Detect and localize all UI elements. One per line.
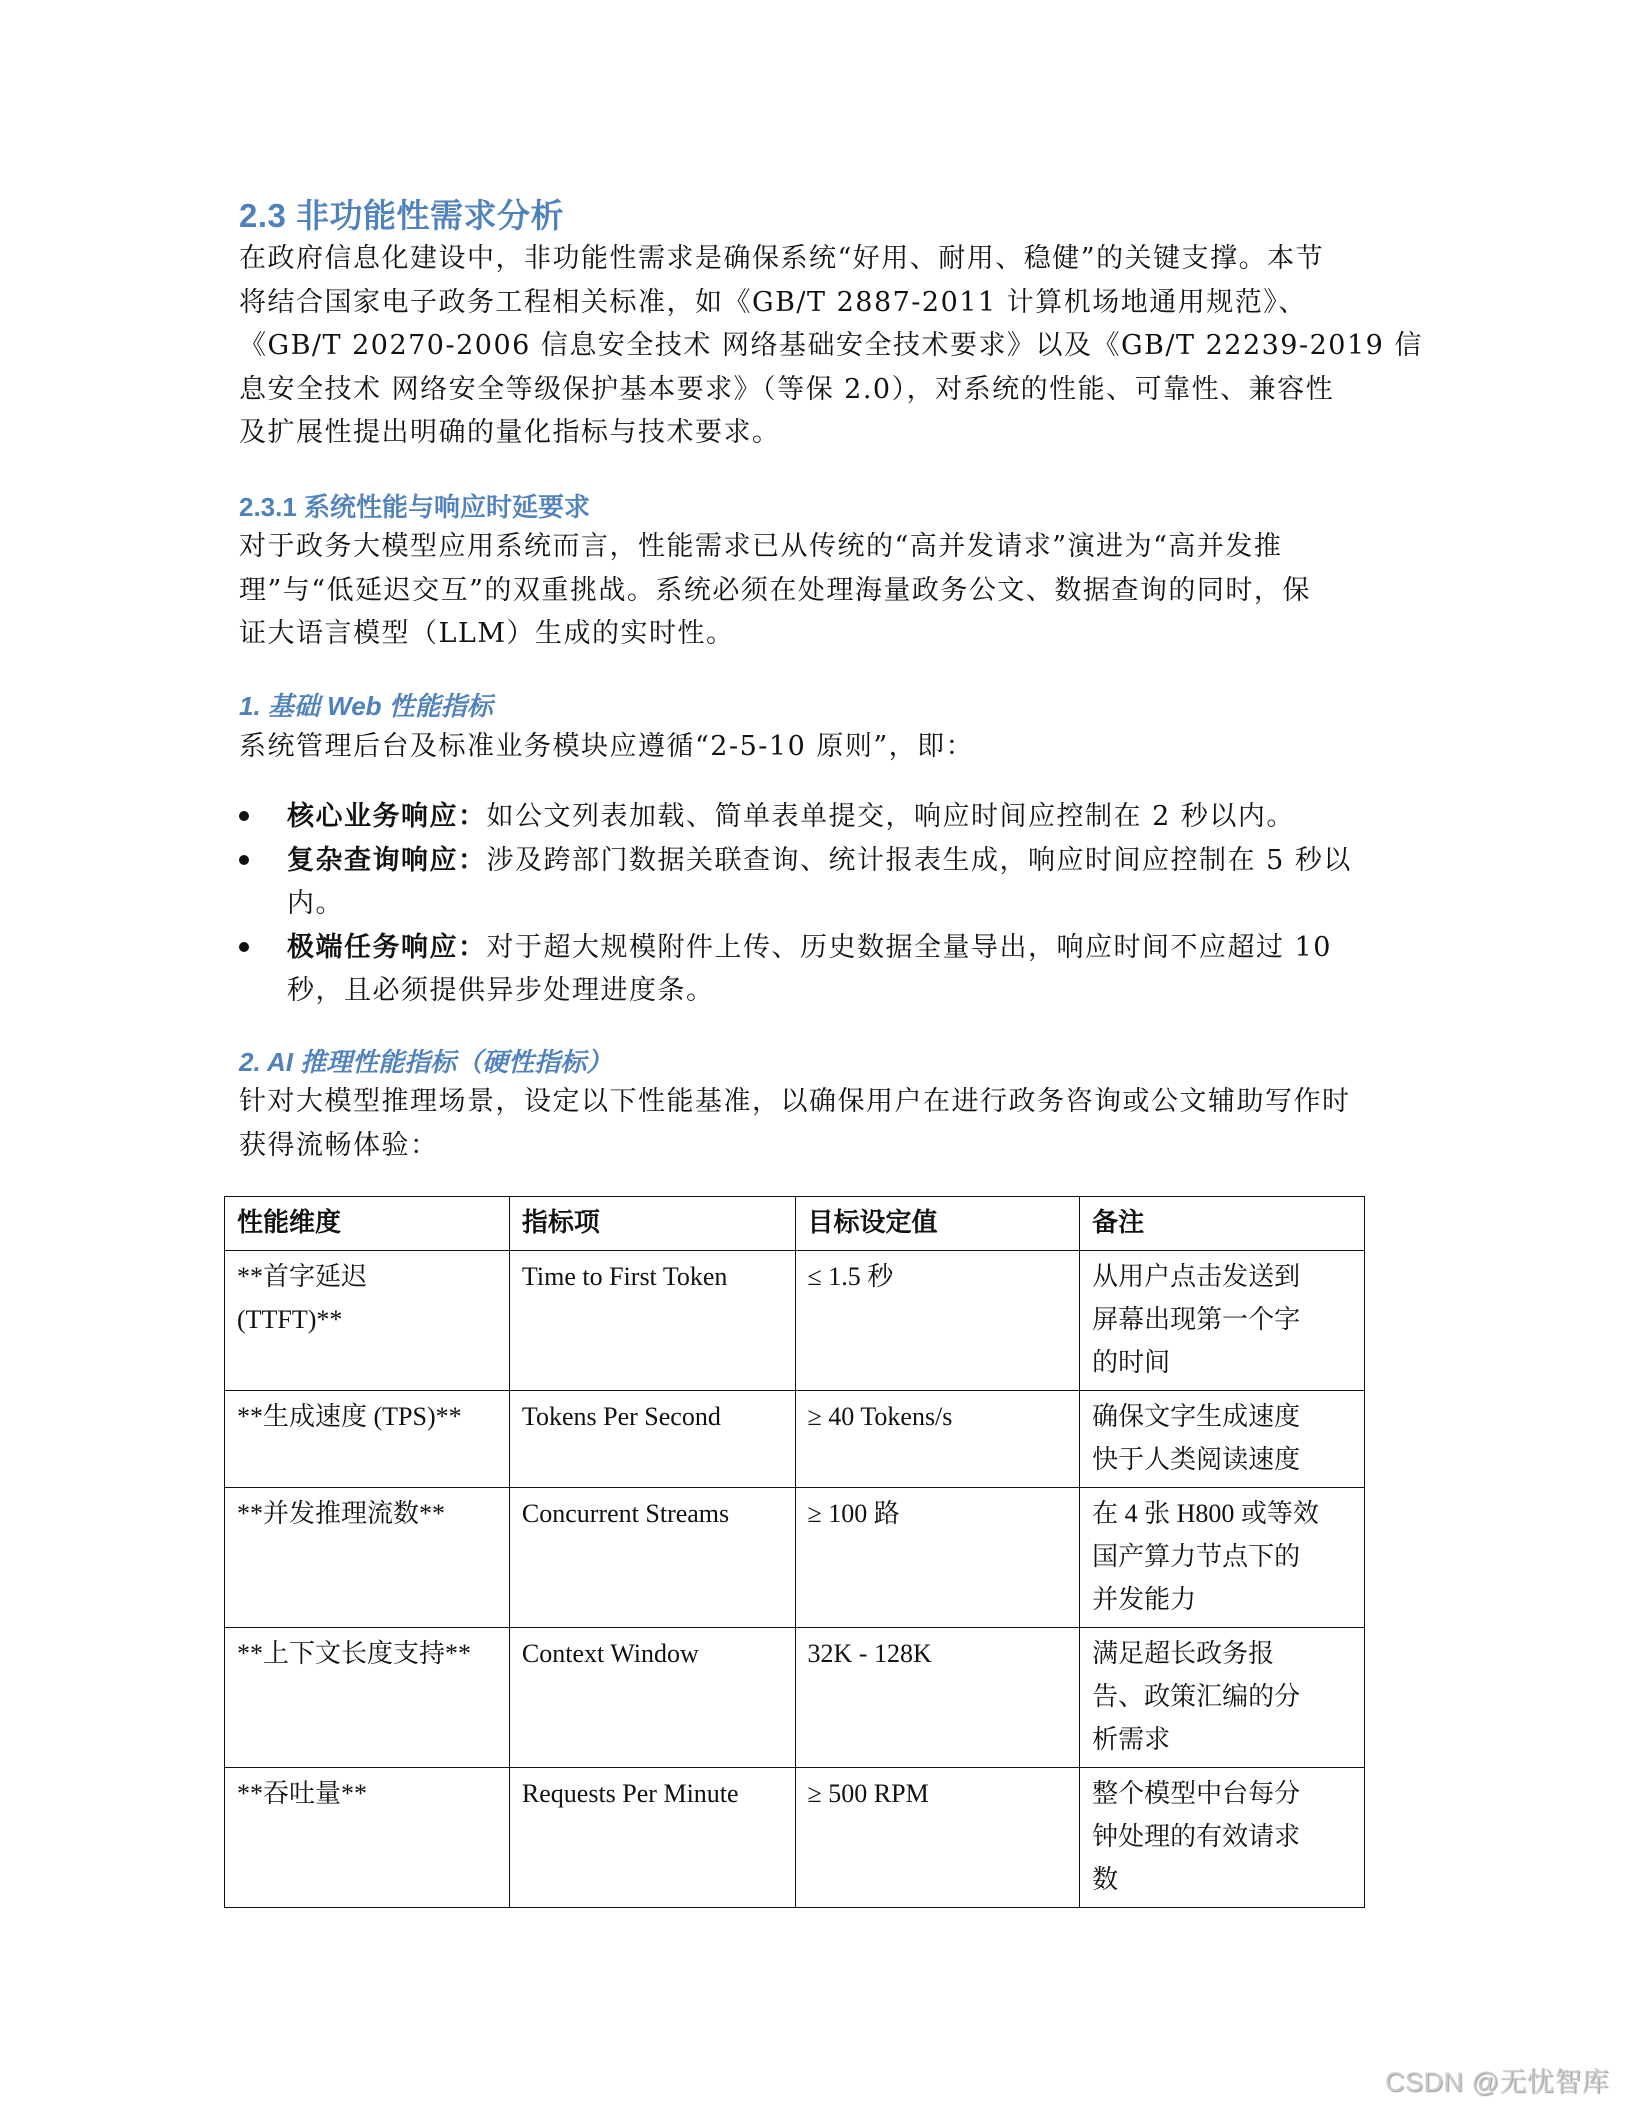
cell-dimension bbox=[225, 1251, 510, 1391]
text-line: 理”与“低延迟交互”的双重挑战。系统必须在处理海量政务公文、数据查询的同时，保 bbox=[239, 574, 1311, 606]
item-text: 对于超大规模附件上传、历史数据全量导出，响应时间不应超过 10 bbox=[486, 931, 1332, 963]
cell-note bbox=[1080, 1251, 1365, 1391]
table-row bbox=[225, 1251, 1365, 1391]
watermark: CSDN @无忧智库 bbox=[1385, 2067, 1610, 2097]
table-row bbox=[225, 1488, 1365, 1628]
cell-text: 确保文字生成速度 bbox=[1092, 1402, 1301, 1431]
cell-target: ≤ 1.5 秒 bbox=[795, 1251, 1080, 1391]
cell-text: 快于人类阅读速度 bbox=[1092, 1445, 1301, 1474]
cell-metric: Tokens Per Second bbox=[509, 1391, 795, 1488]
cell-note bbox=[1080, 1391, 1365, 1488]
item-label: 核心业务响应： bbox=[287, 801, 487, 832]
text-line: 在政府信息化建设中，非功能性需求是确保系统“好用、耐用、稳健”的关键支撑。本节 bbox=[239, 243, 1325, 274]
table-row bbox=[225, 1628, 1365, 1768]
cell-metric: Context Window bbox=[509, 1628, 795, 1768]
cell-text: 屏幕出现第一个字 bbox=[1092, 1305, 1301, 1334]
table-header-row bbox=[225, 1197, 1365, 1251]
cell-note bbox=[1080, 1768, 1365, 1908]
cell-text: **吞吐量** bbox=[237, 1779, 368, 1808]
table-row bbox=[225, 1768, 1365, 1908]
table-row bbox=[225, 1391, 1365, 1488]
section-heading: 2.3 非功能性需求分析 bbox=[239, 197, 565, 234]
cell-text: 告、政策汇编的分 bbox=[1092, 1682, 1301, 1711]
cell-metric: Concurrent Streams bbox=[509, 1488, 795, 1628]
cell-text: 整个模型中台每分 bbox=[1092, 1779, 1301, 1808]
column-header-dimension: 性能维度 bbox=[225, 1197, 510, 1251]
item-text: 秒，且必须提供异步处理进度条。 bbox=[287, 975, 715, 1006]
cell-dimension bbox=[225, 1768, 510, 1908]
cell-text: 的时间 bbox=[1092, 1348, 1171, 1377]
cell-text: 国产算力节点下的 bbox=[1092, 1542, 1301, 1571]
bullet-icon bbox=[239, 855, 249, 865]
text-line: 证大语言模型（LLM）生成的实时性。 bbox=[239, 618, 735, 649]
column-header-metric: 指标项 bbox=[509, 1197, 795, 1251]
cell-target: 32K - 128K bbox=[795, 1628, 1080, 1768]
text-line: 系统管理后台及标准业务模块应遵循“2-5-10 原则”，即： bbox=[239, 731, 975, 762]
cell-target: ≥ 100 路 bbox=[795, 1488, 1080, 1628]
bullet-icon bbox=[239, 942, 249, 952]
item-text: 内。 bbox=[287, 888, 344, 919]
cell-note bbox=[1080, 1488, 1365, 1628]
cell-target: ≥ 500 RPM bbox=[795, 1768, 1080, 1908]
cell-text: **并发推理流数** bbox=[237, 1499, 446, 1528]
section-intro-paragraph bbox=[239, 237, 1423, 455]
item-label: 极端任务响应： bbox=[287, 931, 487, 963]
text-line: 《GB/T 20270-2006 信息安全技术 网络基础安全技术要求》以及《GB/T 22239-2019 信 bbox=[239, 330, 1423, 361]
item-text: 如公文列表加载、简单表单提交，响应时间应控制在 2 秒以内。 bbox=[486, 801, 1295, 832]
cell-dimension bbox=[225, 1391, 510, 1488]
cell-dimension bbox=[225, 1628, 510, 1768]
cell-text: **生成速度 (TPS)** bbox=[237, 1402, 462, 1431]
cell-text: (TTFT)** bbox=[237, 1305, 343, 1334]
ai-metrics-intro bbox=[239, 1080, 1379, 1167]
web-metrics-list bbox=[239, 795, 1379, 1013]
text-line: 获得流畅体验： bbox=[239, 1129, 439, 1161]
text-line: 及扩展性提出明确的量化指标与技术要求。 bbox=[239, 417, 781, 448]
column-header-note: 备注 bbox=[1080, 1197, 1365, 1251]
cell-text: 从用户点击发送到 bbox=[1092, 1262, 1301, 1291]
text-line: 将结合国家电子政务工程相关标准，如《GB/T 2887-2011 计算机场地通用规范》、 bbox=[239, 286, 1307, 318]
item-label: 复杂查询响应： bbox=[287, 844, 487, 876]
cell-text: 析需求 bbox=[1092, 1725, 1171, 1754]
bullet-icon bbox=[239, 811, 249, 821]
cell-metric: Requests Per Minute bbox=[509, 1768, 795, 1908]
item-text: 涉及跨部门数据关联查询、统计报表生成，响应时间应控制在 5 秒以 bbox=[486, 844, 1352, 876]
web-metrics-intro bbox=[239, 725, 1379, 769]
subsection-heading: 2.3.1 系统性能与响应时延要求 bbox=[239, 492, 591, 522]
cell-text: 并发能力 bbox=[1092, 1585, 1197, 1614]
cell-dimension bbox=[225, 1488, 510, 1628]
list-item bbox=[239, 839, 1379, 926]
column-header-target: 目标设定值 bbox=[795, 1197, 1080, 1251]
web-metrics-heading: 1. 基础 Web 性能指标 bbox=[239, 691, 493, 721]
text-line: 针对大模型推理场景，设定以下性能基准，以确保用户在进行政务咨询或公文辅助写作时 bbox=[239, 1086, 1351, 1117]
cell-metric: Time to First Token bbox=[509, 1251, 795, 1391]
cell-text: 钟处理的有效请求 bbox=[1092, 1822, 1301, 1851]
ai-metrics-heading: 2. AI 推理性能指标（硬性指标） bbox=[239, 1047, 613, 1077]
cell-note bbox=[1080, 1628, 1365, 1768]
cell-target: ≥ 40 Tokens/s bbox=[795, 1391, 1080, 1488]
text-line: 息安全技术 网络安全等级保护基本要求》（等保 2.0），对系统的性能、可靠性、兼容性 bbox=[239, 373, 1335, 405]
list-item bbox=[239, 926, 1379, 1013]
cell-text: 满足超长政务报 bbox=[1092, 1639, 1275, 1668]
subsection-intro-paragraph bbox=[239, 525, 1379, 656]
list-item bbox=[239, 795, 1379, 839]
cell-text: **首字延迟 bbox=[237, 1262, 368, 1291]
cell-text: 数 bbox=[1092, 1865, 1119, 1894]
text-line: 对于政务大模型应用系统而言，性能需求已从传统的“高并发请求”演进为“高并发推 bbox=[239, 531, 1283, 562]
performance-table bbox=[224, 1196, 1365, 1908]
cell-text: 在 4 张 H800 或等效 bbox=[1092, 1499, 1319, 1528]
cell-text: **上下文长度支持** bbox=[237, 1639, 472, 1668]
